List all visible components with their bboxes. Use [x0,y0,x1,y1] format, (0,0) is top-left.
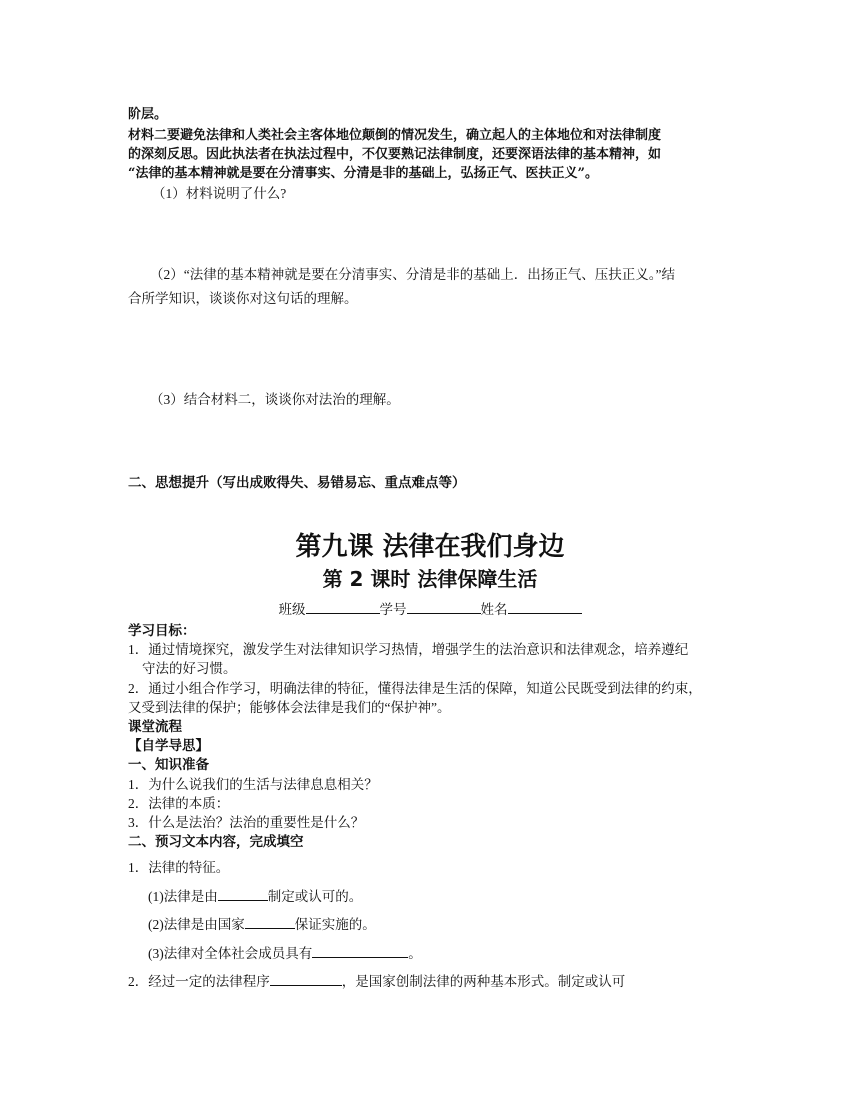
fill-item-1c: (3)法律对全体社会成员具有 。 [148,946,422,961]
class-blank[interactable] [306,601,380,614]
objective-2-line-2: 又受到法律的保护；能够体会法律是我们的“保护神”。 [128,700,451,715]
name-blank[interactable] [508,601,582,614]
knowledge-prep-heading: 一、知识准备 [128,757,209,773]
question-1: （1）材料说明了什么? [152,186,287,201]
knowledge-item-2: 2．法律的本质： [128,796,230,811]
objective-1-line-1: 1．通过情境探究，激发学生对法律知识学习热情，增强学生的法治意识和法律观念，培养遵纪 [128,642,689,657]
material2-line-2: 的深刻反思。因此执法者在执法过程中，不仅要熟记法律制度，还要深语法律的基本精神，如 [128,147,662,162]
lesson-title: 第九课 法律在我们身边 [295,532,565,562]
question-2-line-2: 合所学知识，谈谈你对这句话的理解。 [128,291,358,306]
number-label: 学号 [379,602,407,617]
fill-blank[interactable] [312,945,408,958]
flow-heading: 课堂流程 [128,719,182,735]
objective-2-line-1: 2．通过小组合作学习，明确法律的特征，懂得法律是生活的保障，知道公民既受到法律的约束， [128,681,702,696]
material2-line-1: 材料二要避免法律和人类社会主客体地位颠倒的情况发生，确立起人的主体地位和对法律制度 [128,128,662,143]
lesson-subtitle: 第 2 课时 法律保障生活 [322,567,538,591]
preview-item-1: 1．法律的特征。 [128,860,230,875]
objectives-heading: 学习目标： [128,623,196,639]
text-line: 阶层。 [128,107,168,122]
preview-heading: 二、预习文本内容，完成填空 [128,834,304,850]
fill-blank[interactable] [218,888,268,901]
class-label: 班级 [278,602,306,617]
knowledge-item-3: 3．什么是法治？法治的重要性是什么？ [128,815,365,830]
number-blank[interactable] [407,601,481,614]
fill-item-1b: (2)法律是由国家 保证实施的。 [148,917,376,932]
name-label: 姓名 [480,602,508,617]
knowledge-item-1: 1．为什么说我们的生活与法律息息相关？ [128,777,378,792]
student-info-line [0,598,860,618]
material2-line-3: “法律的基本精神就是要在分清事实、分清是非的基础上，弘扬正气、医扶正义”。 [128,166,598,181]
preview-item-2: 2．经过一定的法律程序 ，是国家创制法律的两种基本形式。制定或认可 [128,974,626,989]
question-2-line-1: （2）“法律的基本精神就是要在分清事实、分清是非的基础上．出扬正气、压扶正义。”结 [150,267,675,282]
fill-blank[interactable] [245,916,295,929]
fill-item-1a: (1)法律是由 制定或认可的。 [148,889,363,904]
section-two-heading: 二、思想提升（写出成败得失、易错易忘、重点难点等） [128,475,466,491]
fill-blank[interactable] [270,973,342,986]
objective-1-line-2: 守法的好习惯。 [142,661,237,676]
question-3: （3）结合材料二，谈谈你对法治的理解。 [150,392,400,407]
self-study-heading: 【自学导思】 [128,738,209,754]
